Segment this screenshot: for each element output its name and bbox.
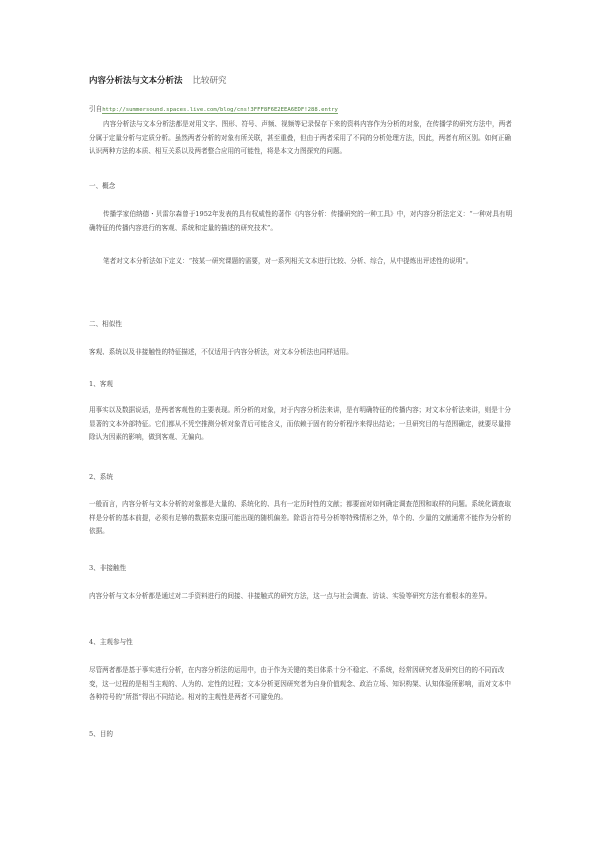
title-main: 内容分析法与文本分析法 — [89, 76, 183, 86]
concept-paragraph-1: 传播学家伯纳德・贝雷尔森曾于1952年发表的具有权威性的著作《内容分析：传播研究的一种工具》中，对内容分析法定义：“一种对具有明确特征的传播内容进行的客观、系统和定量的描述的研究技术”。 — [89, 210, 513, 232]
objective-paragraph: 用事实以及数据说话，是两者客观性的主要表现。所分析的对象，对于内容分析法来讲，是有明确特征的传播内容；对文本分析法来讲，则是十分显著的文本外部特征。它们都从不凭空推测分析对象背后可能含义，而依赖于固有的分析程序来得出结论；一旦研究目的与范围确定，就要尽量排除认为因素的影响，做到客观、无偏向。 — [89, 406, 511, 441]
concept-paragraph-2: 笔者对文本分析法如下定义：“按某一研究课题的需要，对一系列相关文本进行比较、分析、综合，从中提炼出评述性的说明”。 — [103, 257, 473, 265]
subheading-objective: 1、客观 — [89, 380, 113, 388]
systematic-paragraph: 一般而言，内容分析与文本分析的对象都是大量的、系统化的、具有一定历时性的文献；都要面对如何确定调查范围和取样的问题。系统化调查取样是分析的基本前提，必须有足够的数据来克服可能出现的随机偏差。除语言符号分析等特殊情形之外，单个的、少量的文献通常不能作为分析的依据。 — [89, 500, 511, 535]
subjective-paragraph: 尽管两者都是基于事实进行分析，在内容分析法的运用中，由于作为关键的类目体系十分不稳定、不系统，经常因研究者及研究目的的不同而改变，这一过程的是相当主观的、人为的、定性的过程；文本分析更因研究者为自身价值观念、政治立场、知识构架、认知体验所影响，而对文本中各种符号的“所指”得出不同结论。相对的主观性是两者不可避免的。 — [89, 666, 511, 701]
source-label: 引自 — [89, 105, 103, 113]
article-title — [89, 74, 227, 86]
section-heading-similarity: 二、相似性 — [89, 320, 122, 328]
title-subtitle: 比较研究 — [192, 76, 227, 86]
subheading-purpose: 5、目的 — [89, 730, 113, 738]
subheading-subjective: 4、主观参与性 — [89, 638, 133, 646]
section-heading-concept: 一、概念 — [89, 182, 116, 190]
source-line — [89, 103, 513, 118]
source-link[interactable]: http://summersound.spaces.live.com/blog/cns!3FFF8F6E2EEA6EDF!288.entry — [102, 107, 338, 113]
similarity-intro: 客观、系统以及非接触性的特征描述，不仅适用于内容分析法，对文本分析法也同样适用。 — [89, 348, 353, 356]
intro-paragraph: 内容分析法与文本分析法都是对用文字、图形、符号、声频、视频等记录保存下来的资料内容作为分析的对象，在传播学的研究方法中，两者分属于定量分析与定质分析。虽然两者分析的对象有所关联，甚至重叠，但由于两者采用了不同的分析处理方法，因此，两者有所区别。如何正确认识两种方法的本质、相互关系以及两者整合应用的可能性，将是本文力图探究的问题。 — [89, 120, 512, 155]
subheading-systematic: 2、系统 — [89, 473, 113, 481]
subheading-non-contact: 3、非接触性 — [89, 564, 127, 572]
non-contact-paragraph: 内容分析与文本分析都是通过对二手资料进行的间接、非接触式的研究方法，这一点与社会调查、访谈、实验等研究方法有着根本的差异。 — [89, 592, 492, 600]
